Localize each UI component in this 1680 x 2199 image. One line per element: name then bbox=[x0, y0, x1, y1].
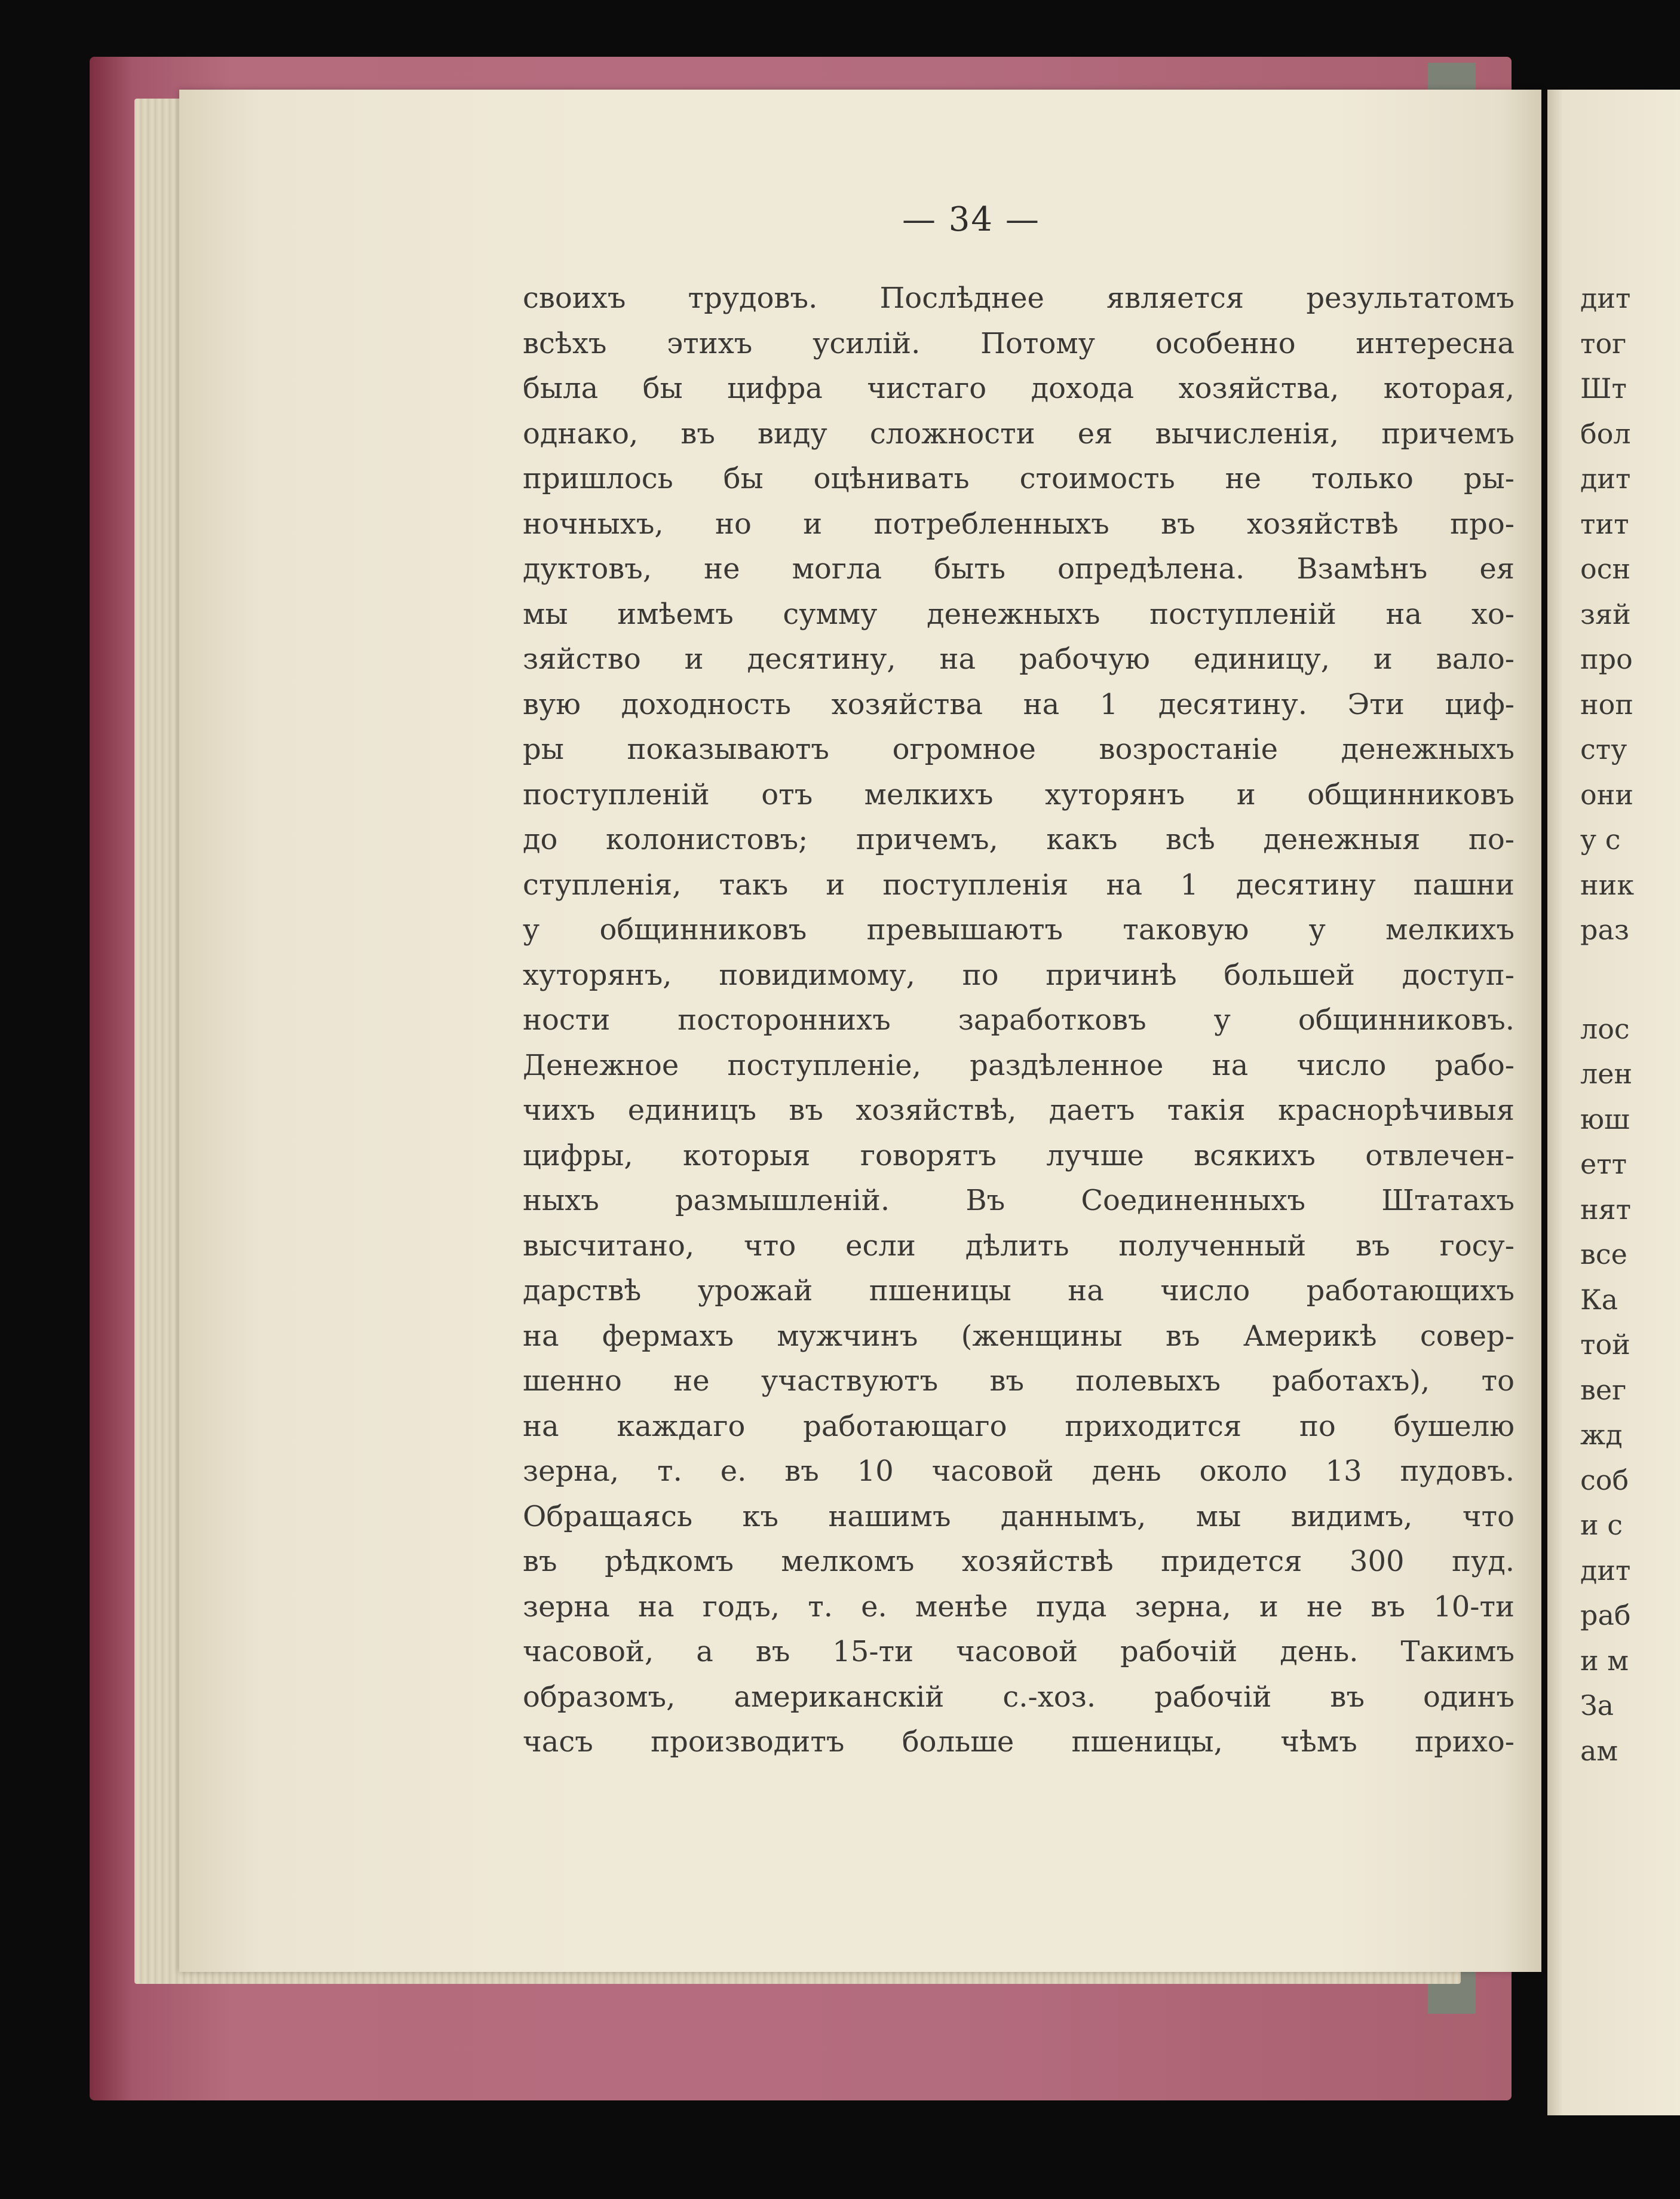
text-line: своихъ трудовъ. Послѣднее является результатомъ bbox=[523, 281, 1515, 315]
facing-text-line: За bbox=[1580, 1689, 1614, 1722]
facing-text-line: про bbox=[1580, 643, 1633, 675]
facing-text-line: соб bbox=[1580, 1463, 1629, 1496]
text-line: часовой, а въ 15-ти часовой рабочій день. Такимъ bbox=[523, 1635, 1515, 1668]
text-line: ры показываютъ огромное возростаніе денежныхъ bbox=[523, 733, 1515, 766]
facing-text-line: и с bbox=[1580, 1509, 1623, 1541]
facing-text-line: у с bbox=[1580, 823, 1621, 856]
text-line: ныхъ размышленій. Въ Соединенныхъ Штатахъ bbox=[523, 1184, 1515, 1217]
text-line: однако, въ виду сложности ея вычисленія, причемъ bbox=[523, 416, 1515, 451]
facing-text-line: той bbox=[1580, 1328, 1630, 1361]
facing-text-line: и м bbox=[1580, 1644, 1629, 1677]
text-line: цифры, которыя говорятъ лучше всякихъ отвлечен- bbox=[523, 1138, 1515, 1172]
text-line: зерна на годъ, т. е. менѣе пуда зерна, и не въ 10-ти bbox=[523, 1589, 1515, 1624]
text-line: была бы цифра чистаго дохода хозяйства, которая, bbox=[523, 372, 1515, 405]
page-number: — 34 — bbox=[902, 200, 1040, 239]
facing-text-line: раб bbox=[1580, 1599, 1631, 1631]
text-line: часъ производитъ больше пшеницы, чѣмъ прихо- bbox=[523, 1725, 1515, 1759]
facing-text-line: ноп bbox=[1580, 688, 1634, 721]
facing-text-line: етт bbox=[1580, 1148, 1627, 1180]
facing-text-line: зяй bbox=[1580, 598, 1631, 630]
text-line: поступленій отъ мелкихъ хуторянъ и общинниковъ bbox=[523, 777, 1515, 811]
text-line: Денежное поступленіе, раздѣленное на число рабо- bbox=[523, 1048, 1515, 1082]
text-line: дарствѣ урожай пшеницы на число работающихъ bbox=[523, 1274, 1515, 1307]
facing-text-line: жд bbox=[1580, 1419, 1623, 1451]
facing-text-line: лен bbox=[1580, 1058, 1633, 1090]
facing-text-line: дит bbox=[1580, 282, 1631, 314]
spine-strip-top bbox=[1428, 63, 1476, 93]
facing-text-line: бол bbox=[1580, 417, 1631, 450]
main-text-block bbox=[523, 276, 1515, 1765]
text-line: Обращаясь къ нашимъ даннымъ, мы видимъ, что bbox=[523, 1499, 1515, 1533]
text-line: мы имѣемъ сумму денежныхъ поступленій на хо- bbox=[523, 597, 1515, 631]
paragraph-gap bbox=[1580, 953, 1680, 1007]
text-line: вую доходность хозяйства на 1 десятину. Эти циф- bbox=[523, 687, 1515, 721]
facing-text-line: Ка bbox=[1580, 1283, 1618, 1316]
text-line: шенно не участвуютъ въ полевыхъ работахъ), то bbox=[523, 1364, 1515, 1398]
text-line: на фермахъ мужчинъ (женщины въ Америкѣ совер- bbox=[523, 1319, 1515, 1353]
facing-text-line: юш bbox=[1580, 1102, 1630, 1135]
facing-text-line: дит bbox=[1580, 1554, 1631, 1587]
facing-text-line: раз bbox=[1580, 914, 1629, 946]
text-line: въ рѣдкомъ мелкомъ хозяйствѣ придется 300 пуд. bbox=[523, 1545, 1515, 1578]
text-line: ночныхъ, но и потребленныхъ въ хозяйствѣ про- bbox=[523, 507, 1515, 541]
facing-text-line: дит bbox=[1580, 463, 1631, 495]
text-line: чихъ единицъ въ хозяйствѣ, даетъ такія краснорѣчивыя bbox=[523, 1094, 1515, 1127]
facing-text-line: они bbox=[1580, 778, 1634, 811]
facing-text-line: осн bbox=[1580, 553, 1631, 585]
text-line: всѣхъ этихъ усилій. Потому особенно интересна bbox=[523, 326, 1515, 360]
facing-text-line: ам bbox=[1580, 1734, 1618, 1767]
facing-page-text-top bbox=[1580, 276, 1680, 953]
text-line: ности постороннихъ заработковъ у общинниковъ. bbox=[523, 1003, 1515, 1037]
text-line: дуктовъ, не могла быть опредѣлена. Взамѣнъ ея bbox=[523, 552, 1515, 586]
facing-text-line: все bbox=[1580, 1238, 1627, 1270]
facing-text-line: лос bbox=[1580, 1012, 1630, 1045]
facing-text-line: нят bbox=[1580, 1193, 1632, 1226]
facing-text-line: тог bbox=[1580, 327, 1627, 360]
text-line: высчитано, что если дѣлить полученный въ госу- bbox=[523, 1229, 1515, 1263]
text-line: ступленія, такъ и поступленія на 1 десятину пашни bbox=[523, 868, 1515, 902]
text-line: на каждаго работающаго приходится по бушелю bbox=[523, 1409, 1515, 1443]
text-line: пришлось бы оцѣнивать стоимость не только ры- bbox=[523, 462, 1515, 495]
text-line: до колонистовъ; причемъ, какъ всѣ денежныя по- bbox=[523, 823, 1515, 856]
facing-text-line: сту bbox=[1580, 733, 1627, 765]
text-line: образомъ, американскій с.-хоз. рабочій въ одинъ bbox=[523, 1680, 1515, 1714]
facing-text-line: ник bbox=[1580, 868, 1635, 901]
text-line: у общинниковъ превышаютъ таковую у мелкихъ bbox=[523, 913, 1515, 947]
facing-page-text-bottom bbox=[1580, 1007, 1680, 1774]
facing-text-line: Шт bbox=[1580, 372, 1627, 405]
facing-text-line: вег bbox=[1580, 1373, 1627, 1406]
text-line: хуторянъ, повидимому, по причинѣ большей доступ- bbox=[523, 958, 1515, 992]
text-line: зяйство и десятину, на рабочую единицу, и вало- bbox=[523, 642, 1515, 676]
facing-text-line: тит bbox=[1580, 507, 1629, 540]
facing-page-text bbox=[1580, 276, 1680, 1774]
text-line: зерна, т. е. въ 10 часовой день около 13 пудовъ. bbox=[523, 1454, 1515, 1488]
